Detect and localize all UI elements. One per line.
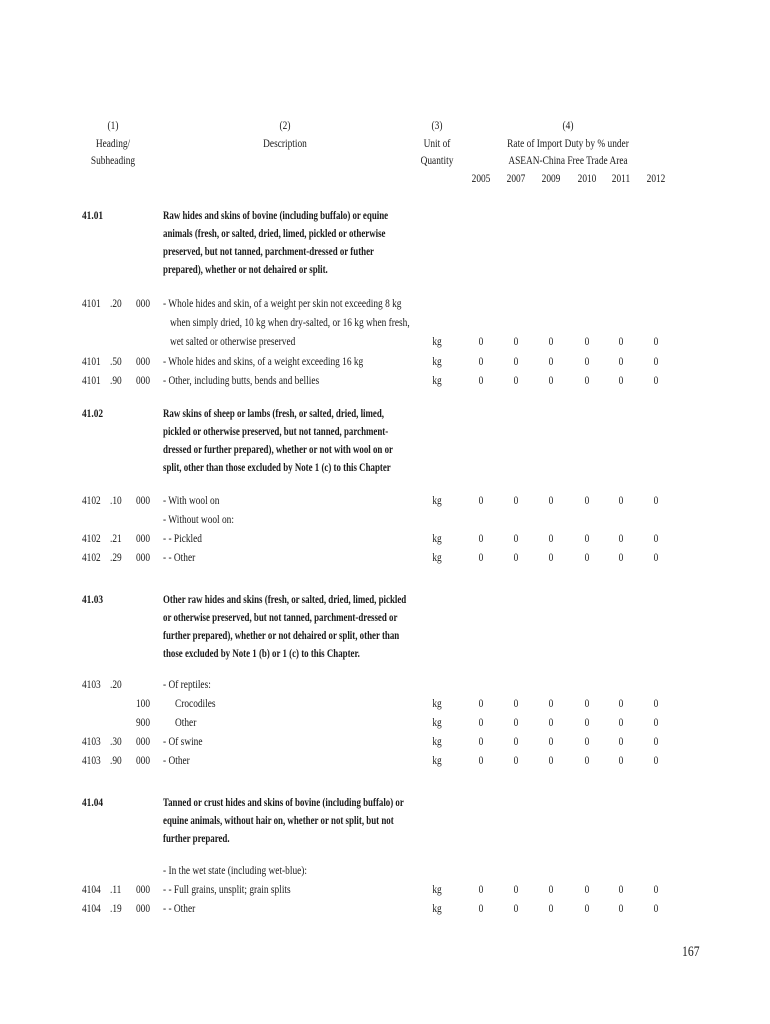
rate-2012: 0 xyxy=(653,373,659,387)
unit-of-quantity: kg xyxy=(432,373,442,387)
rate-2010: 0 xyxy=(584,334,590,348)
rate-2011: 0 xyxy=(618,753,624,767)
heading-number: 41.02 xyxy=(82,406,104,420)
description: - Without wool on: xyxy=(163,512,234,526)
rate-2005: 0 xyxy=(478,531,484,545)
subheading-code: .90 xyxy=(110,753,122,767)
rate-2010: 0 xyxy=(584,373,590,387)
rate-2010: 0 xyxy=(584,354,590,368)
unit-of-quantity: kg xyxy=(432,734,442,748)
national-code: 000 xyxy=(136,296,151,310)
rate-2005: 0 xyxy=(478,550,484,564)
heading-title-line: or otherwise preserved, but not tanned, parchment-dressed or xyxy=(163,610,398,624)
rate-2009: 0 xyxy=(548,354,554,368)
rate-2005: 0 xyxy=(478,715,484,729)
national-code: 000 xyxy=(136,734,151,748)
description: when simply dried, 10 kg when dry-salted, or 16 kg when fresh, xyxy=(170,315,410,329)
unit-of-quantity: kg xyxy=(432,715,442,729)
description: Other xyxy=(175,715,197,729)
rate-2010: 0 xyxy=(584,734,590,748)
heading-code: 4103 xyxy=(82,677,101,691)
page-number: 167 xyxy=(682,944,700,960)
rate-2012: 0 xyxy=(653,734,659,748)
heading-title-line: further prepared. xyxy=(163,831,230,845)
heading-code: 4101 xyxy=(82,373,101,387)
description: Crocodiles xyxy=(175,696,216,710)
rate-2011: 0 xyxy=(618,334,624,348)
description: - Other, including butts, bends and bellies xyxy=(163,373,320,387)
col1-label-line2: Subheading xyxy=(90,153,136,167)
year-header-2011: 2011 xyxy=(611,171,631,185)
rate-2010: 0 xyxy=(584,882,590,896)
heading-number: 41.04 xyxy=(82,795,104,809)
rate-2007: 0 xyxy=(513,373,519,387)
rate-2007: 0 xyxy=(513,753,519,767)
heading-title-line: Raw hides and skins of bovine (including buffalo) or equine xyxy=(163,208,389,222)
rate-2012: 0 xyxy=(653,354,659,368)
rate-2009: 0 xyxy=(548,882,554,896)
rate-2010: 0 xyxy=(584,901,590,915)
description: - Of reptiles: xyxy=(163,677,211,691)
rate-2009: 0 xyxy=(548,550,554,564)
col4-number: (4) xyxy=(562,118,574,132)
rate-2011: 0 xyxy=(618,882,624,896)
rate-2007: 0 xyxy=(513,696,519,710)
year-header-2007: 2007 xyxy=(506,171,526,185)
col3-label-line2: Quantity xyxy=(420,153,454,167)
unit-of-quantity: kg xyxy=(432,531,442,545)
heading-title-line: animals (fresh, or salted, dried, limed, pickled or otherwise xyxy=(163,226,386,240)
unit-of-quantity: kg xyxy=(432,696,442,710)
unit-of-quantity: kg xyxy=(432,354,442,368)
subheading-code: .90 xyxy=(110,373,122,387)
heading-code: 4101 xyxy=(82,354,101,368)
rate-2007: 0 xyxy=(513,334,519,348)
rate-2009: 0 xyxy=(548,373,554,387)
rate-2005: 0 xyxy=(478,373,484,387)
heading-code: 4101 xyxy=(82,296,101,310)
rate-2007: 0 xyxy=(513,550,519,564)
rate-2012: 0 xyxy=(653,334,659,348)
heading-title-line: equine animals, without hair on, whether or not split, but not xyxy=(163,813,394,827)
national-code: 000 xyxy=(136,493,151,507)
subheading-code: .19 xyxy=(110,901,122,915)
rate-2005: 0 xyxy=(478,334,484,348)
rate-2011: 0 xyxy=(618,493,624,507)
rate-2009: 0 xyxy=(548,493,554,507)
rate-2009: 0 xyxy=(548,753,554,767)
col1-number: (1) xyxy=(107,118,119,132)
heading-number: 41.03 xyxy=(82,592,104,606)
heading-title-line: pickled or otherwise preserved, but not tanned, parchment- xyxy=(163,424,389,438)
year-header-2005: 2005 xyxy=(471,171,491,185)
subheading-code: .50 xyxy=(110,354,122,368)
rate-2010: 0 xyxy=(584,715,590,729)
heading-code: 4102 xyxy=(82,493,101,507)
description: wet salted or otherwise preserved xyxy=(170,334,296,348)
description: - In the wet state (including wet-blue): xyxy=(163,863,307,877)
rate-2010: 0 xyxy=(584,493,590,507)
rate-2011: 0 xyxy=(618,354,624,368)
unit-of-quantity: kg xyxy=(432,550,442,564)
subheading-code: .20 xyxy=(110,677,122,691)
rate-2010: 0 xyxy=(584,531,590,545)
national-code: 100 xyxy=(136,696,151,710)
heading-number: 41.01 xyxy=(82,208,104,222)
unit-of-quantity: kg xyxy=(432,882,442,896)
rate-2010: 0 xyxy=(584,696,590,710)
description: - With wool on xyxy=(163,493,220,507)
subheading-code: .21 xyxy=(110,531,122,545)
col3-label-line1: Unit of xyxy=(423,136,451,150)
rate-2005: 0 xyxy=(478,493,484,507)
year-header-2009: 2009 xyxy=(541,171,561,185)
heading-title-line: Tanned or crust hides and skins of bovine (including buffalo) or xyxy=(163,795,404,809)
rate-2007: 0 xyxy=(513,901,519,915)
national-code: 000 xyxy=(136,901,151,915)
rate-2007: 0 xyxy=(513,493,519,507)
heading-code: 4104 xyxy=(82,882,101,896)
rate-2011: 0 xyxy=(618,715,624,729)
rate-2012: 0 xyxy=(653,696,659,710)
rate-2010: 0 xyxy=(584,753,590,767)
rate-2009: 0 xyxy=(548,901,554,915)
description: - Other xyxy=(163,753,190,767)
col1-label-line1: Heading/ xyxy=(95,136,131,150)
national-code: 900 xyxy=(136,715,151,729)
description: - - Other xyxy=(163,550,196,564)
rate-2005: 0 xyxy=(478,354,484,368)
rate-2007: 0 xyxy=(513,354,519,368)
description: - Whole hides and skins, of a weight exceeding 16 kg xyxy=(163,354,364,368)
col3-number: (3) xyxy=(431,118,443,132)
rate-2012: 0 xyxy=(653,882,659,896)
heading-title-line: split, other than those excluded by Note 1 (c) to this Chapter xyxy=(163,460,391,474)
rate-2009: 0 xyxy=(548,696,554,710)
subheading-code: .29 xyxy=(110,550,122,564)
rate-2011: 0 xyxy=(618,734,624,748)
description: - - Pickled xyxy=(163,531,202,545)
national-code: 000 xyxy=(136,550,151,564)
national-code: 000 xyxy=(136,531,151,545)
rate-2012: 0 xyxy=(653,753,659,767)
rate-2005: 0 xyxy=(478,696,484,710)
col2-number: (2) xyxy=(279,118,291,132)
heading-title-line: those excluded by Note 1 (b) or 1 (c) to this Chapter. xyxy=(163,646,360,660)
national-code: 000 xyxy=(136,753,151,767)
subheading-code: .10 xyxy=(110,493,122,507)
unit-of-quantity: kg xyxy=(432,753,442,767)
rate-2007: 0 xyxy=(513,882,519,896)
description: - Whole hides and skin, of a weight per skin not exceeding 8 kg xyxy=(163,296,402,310)
national-code: 000 xyxy=(136,882,151,896)
heading-title-line: dressed or further prepared), whether or not with wool on or xyxy=(163,442,393,456)
subheading-code: .11 xyxy=(110,882,122,896)
col4-label-line2: ASEAN-China Free Trade Area xyxy=(508,153,628,167)
col4-label-line1: Rate of Import Duty by % under xyxy=(507,136,629,150)
rate-2007: 0 xyxy=(513,734,519,748)
rate-2009: 0 xyxy=(548,531,554,545)
heading-code: 4102 xyxy=(82,550,101,564)
rate-2007: 0 xyxy=(513,715,519,729)
year-header-2010: 2010 xyxy=(577,171,597,185)
heading-code: 4103 xyxy=(82,734,101,748)
heading-code: 4102 xyxy=(82,531,101,545)
rate-2009: 0 xyxy=(548,715,554,729)
description: - - Full grains, unsplit; grain splits xyxy=(163,882,291,896)
unit-of-quantity: kg xyxy=(432,901,442,915)
unit-of-quantity: kg xyxy=(432,493,442,507)
rate-2005: 0 xyxy=(478,882,484,896)
rate-2011: 0 xyxy=(618,901,624,915)
rate-2012: 0 xyxy=(653,493,659,507)
rate-2011: 0 xyxy=(618,373,624,387)
rate-2011: 0 xyxy=(618,531,624,545)
heading-code: 4104 xyxy=(82,901,101,915)
rate-2011: 0 xyxy=(618,696,624,710)
rate-2005: 0 xyxy=(478,734,484,748)
heading-title-line: preserved, but not tanned, parchment-dressed or futher xyxy=(163,244,374,258)
rate-2012: 0 xyxy=(653,715,659,729)
subheading-code: .20 xyxy=(110,296,122,310)
unit-of-quantity: kg xyxy=(432,334,442,348)
national-code: 000 xyxy=(136,373,151,387)
heading-title-line: prepared), whether or not dehaired or split. xyxy=(163,262,328,276)
rate-2012: 0 xyxy=(653,550,659,564)
rate-2005: 0 xyxy=(478,901,484,915)
subheading-code: .30 xyxy=(110,734,122,748)
rate-2009: 0 xyxy=(548,734,554,748)
col2-label: Description xyxy=(263,136,307,150)
rate-2012: 0 xyxy=(653,531,659,545)
heading-title-line: Raw skins of sheep or lambs (fresh, or salted, dried, limed, xyxy=(163,406,385,420)
year-header-2012: 2012 xyxy=(646,171,666,185)
rate-2009: 0 xyxy=(548,334,554,348)
description: - - Other xyxy=(163,901,196,915)
rate-2007: 0 xyxy=(513,531,519,545)
heading-title-line: further prepared), whether or not dehaired or split, other than xyxy=(163,628,400,642)
rate-2005: 0 xyxy=(478,753,484,767)
description: - Of swine xyxy=(163,734,203,748)
rate-2010: 0 xyxy=(584,550,590,564)
rate-2012: 0 xyxy=(653,901,659,915)
heading-title-line: Other raw hides and skins (fresh, or salted, dried, limed, pickled xyxy=(163,592,407,606)
rate-2011: 0 xyxy=(618,550,624,564)
heading-code: 4103 xyxy=(82,753,101,767)
national-code: 000 xyxy=(136,354,151,368)
